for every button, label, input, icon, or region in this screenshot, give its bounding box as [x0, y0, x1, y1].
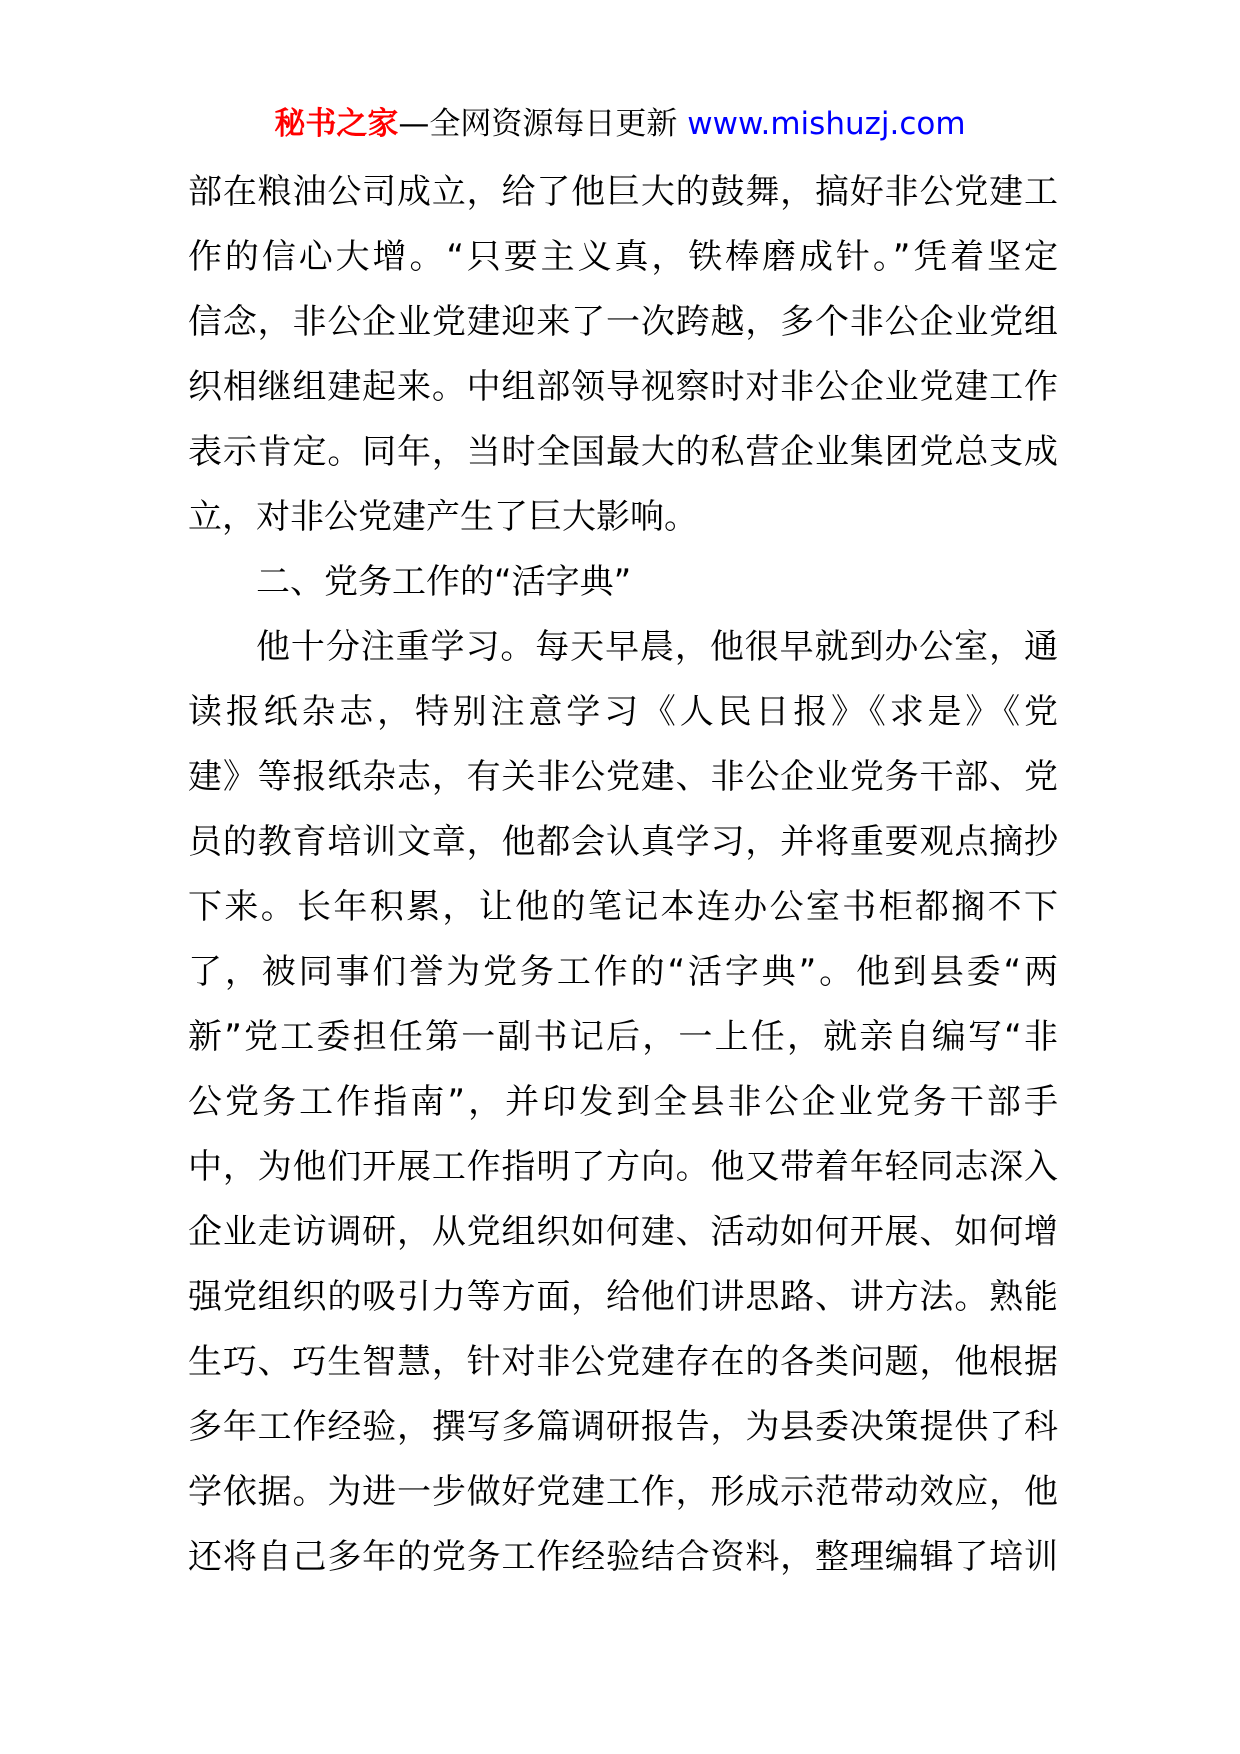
text-line: 立，对非公党建产生了巨大影响。 — [188, 497, 698, 537]
site-slogan: —全网资源每日更新 — [398, 106, 688, 142]
text-line: 生巧、巧生智慧，针对非公党建存在的各类问题，他根据 — [188, 1342, 1058, 1382]
text-line: 表示肯定。同年，当时全国最大的私营企业集团党总支成 — [188, 432, 1058, 472]
text-line: 多年工作经验，撰写多篇调研报告，为县委决策提供了科 — [188, 1407, 1058, 1447]
document-body — [188, 160, 1058, 1590]
text-line: 部在粮油公司成立，给了他巨大的鼓舞，搞好非公党建工 — [188, 172, 1058, 212]
section-heading: 二、党务工作的“活字典” — [256, 562, 632, 602]
text-line: 下来。长年积累，让他的笔记本连办公室书柜都搁不下 — [188, 887, 1058, 927]
site-url-link[interactable]: www.mishuzj.com — [687, 106, 966, 142]
text-line: 中，为他们开展工作指明了方向。他又带着年轻同志深入 — [188, 1147, 1058, 1187]
text-line: 他十分注重学习。每天早晨，他很早就到办公室，通 — [256, 627, 1058, 667]
site-header — [0, 102, 1240, 146]
text-line: 还将自己多年的党务工作经验结合资料，整理编辑了培训 — [188, 1537, 1058, 1577]
text-line: 建》等报纸杂志，有关非公党建、非公企业党务干部、党 — [188, 757, 1058, 797]
text-line: 强党组织的吸引力等方面，给他们讲思路、讲方法。熟能 — [188, 1277, 1058, 1317]
text-line: 读报纸杂志，特别注意学习《人民日报》《求是》《党 — [188, 692, 1058, 732]
text-line: 学依据。为进一步做好党建工作，形成示范带动效应，他 — [188, 1472, 1058, 1512]
text-line: 了，被同事们誉为党务工作的“活字典”。他到县委“两 — [188, 952, 1058, 992]
text-line: 作的信心大增。“只要主义真，铁棒磨成针。”凭着坚定 — [188, 237, 1058, 277]
text-line: 信念，非公企业党建迎来了一次跨越，多个非公企业党组 — [188, 302, 1058, 342]
text-line: 新”党工委担任第一副书记后，一上任，就亲自编写“非 — [188, 1017, 1058, 1057]
text-line: 企业走访调研，从党组织如何建、活动如何开展、如何增 — [188, 1212, 1058, 1252]
text-line: 织相继组建起来。中组部领导视察时对非公企业党建工作 — [188, 367, 1058, 407]
text-line: 员的教育培训文章，他都会认真学习，并将重要观点摘抄 — [188, 822, 1058, 862]
site-brand: 秘书之家 — [274, 106, 399, 142]
text-line: 公党务工作指南”，并印发到全县非公企业党务干部手 — [188, 1082, 1058, 1122]
